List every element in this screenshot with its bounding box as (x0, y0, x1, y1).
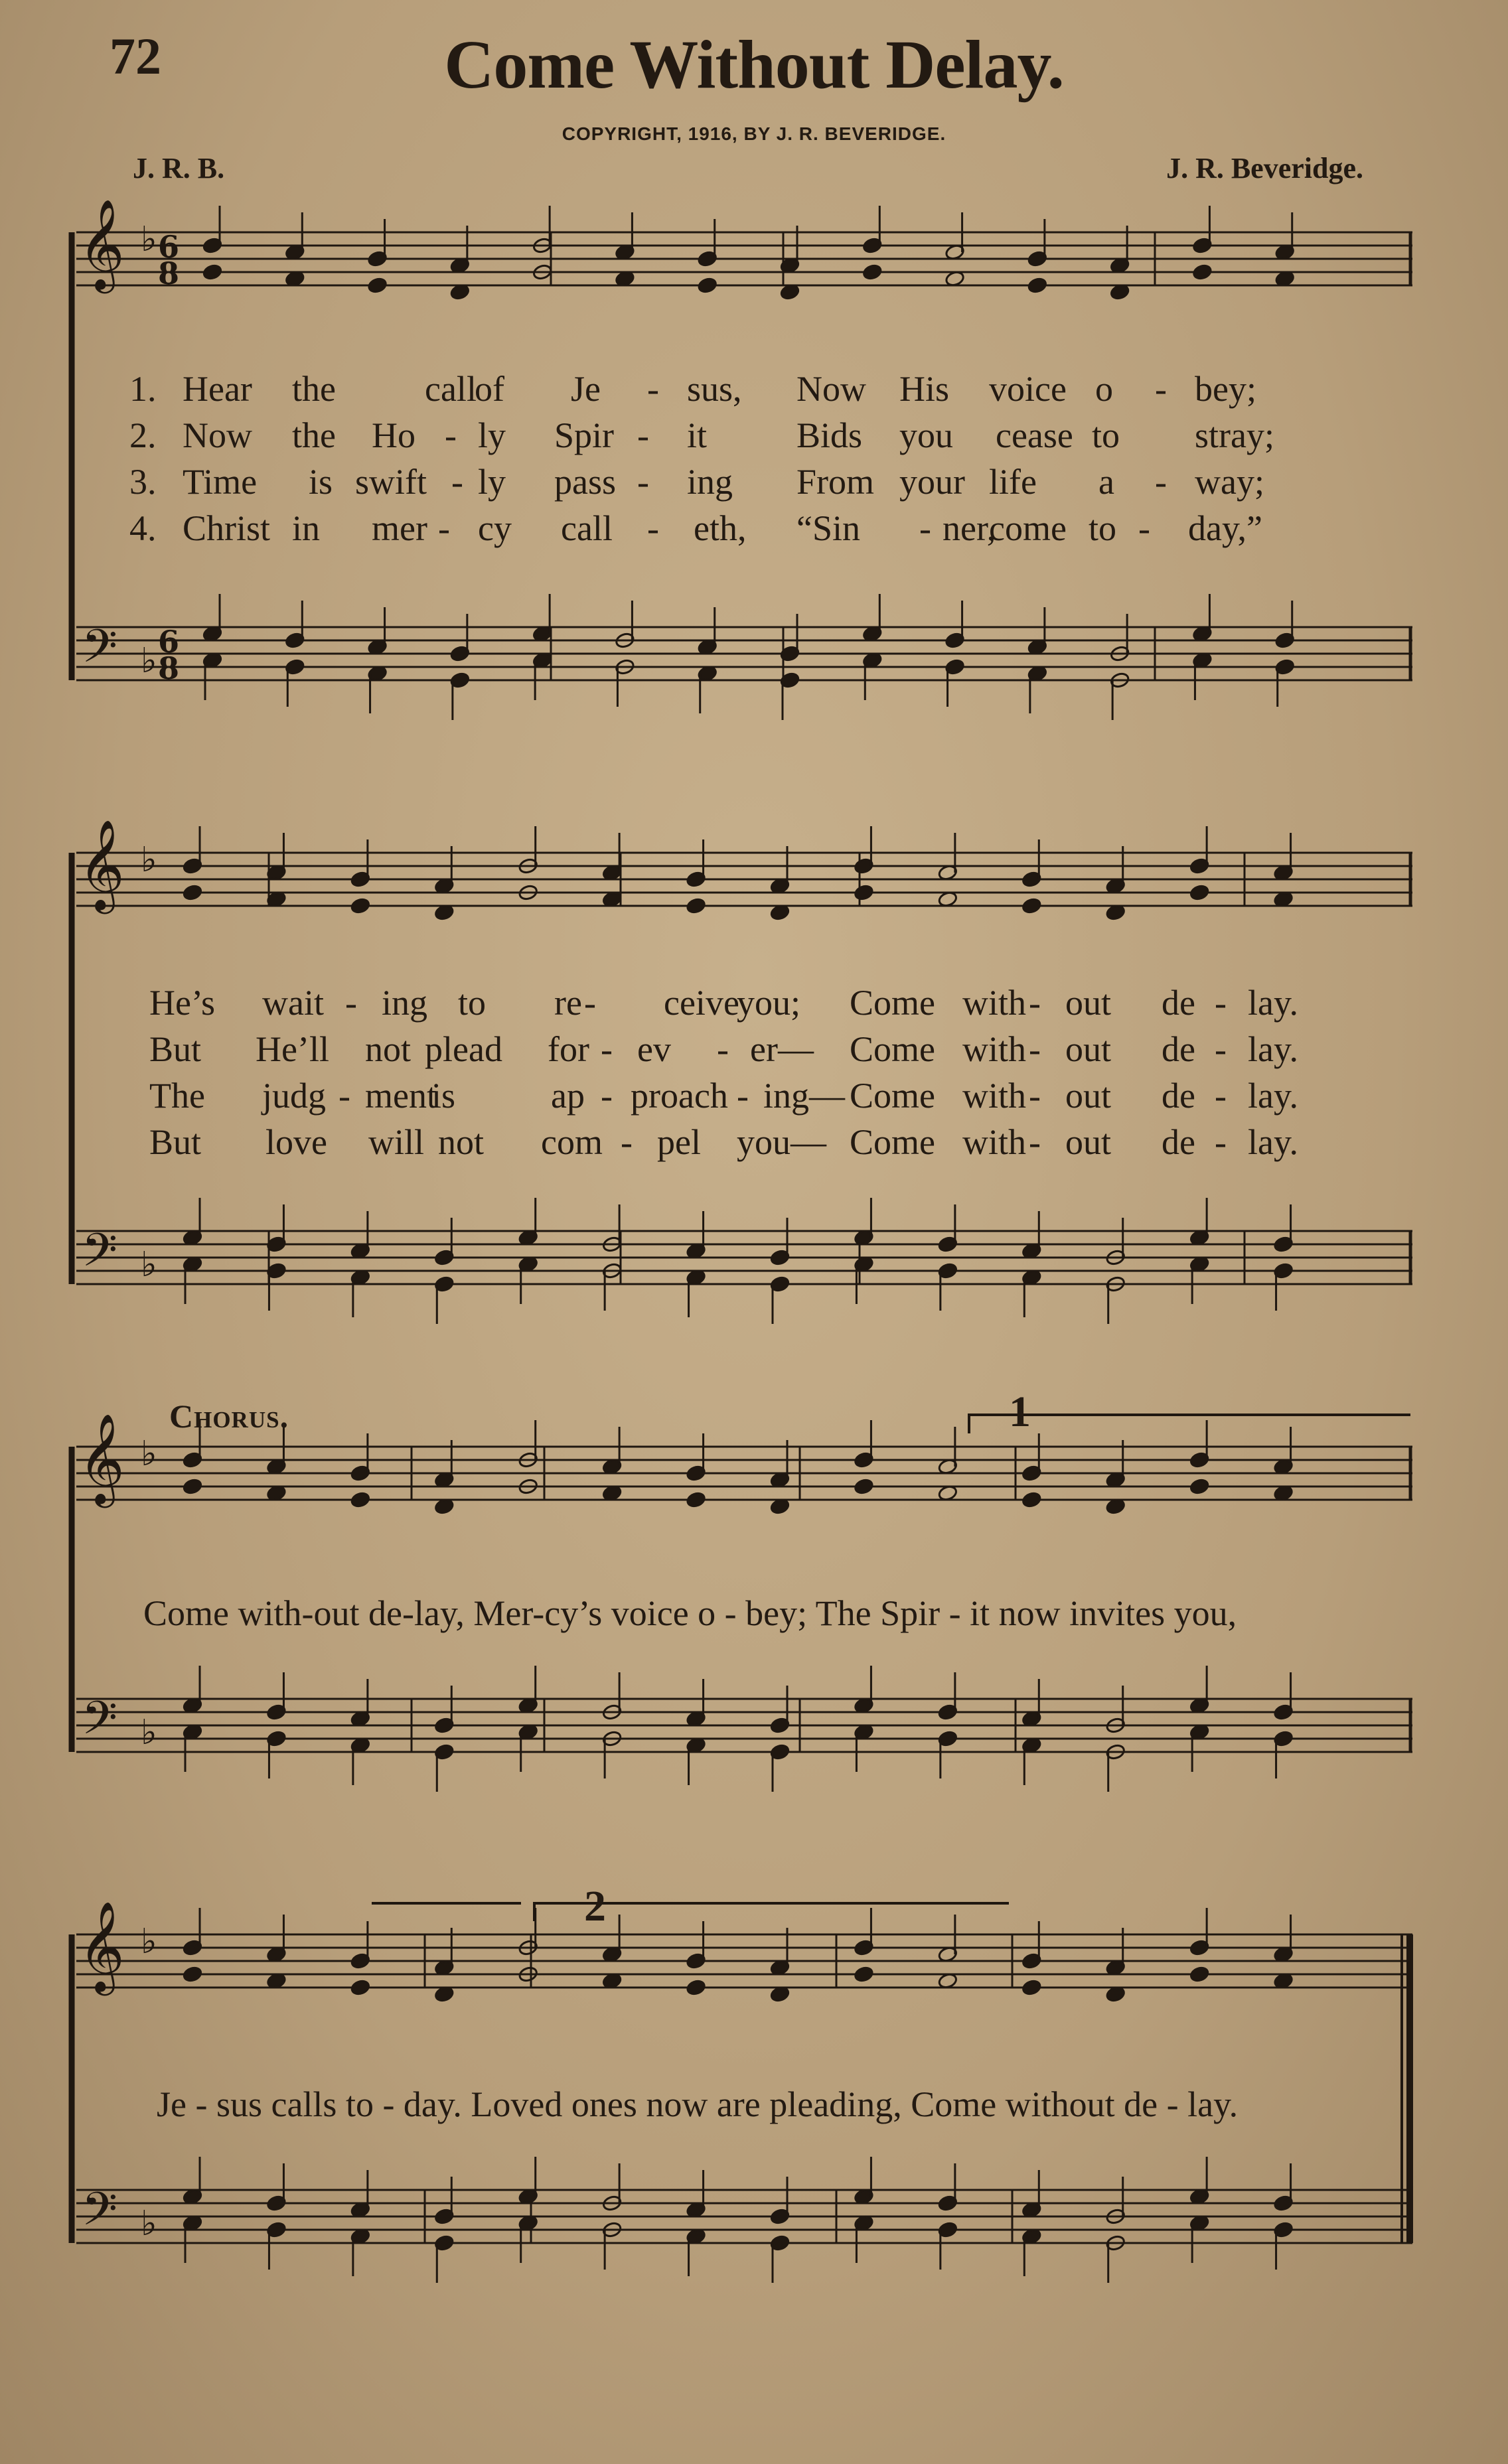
lyric-syllable: out (1065, 983, 1112, 1023)
lyric-syllable: Christ (183, 508, 271, 548)
lyric-syllable: day,” (1188, 508, 1262, 548)
lyric-syllable: not (438, 1122, 485, 1162)
flat-icon: ♭ (141, 1922, 157, 1962)
lyric-syllable: - (737, 1076, 749, 1116)
time-signature-top: 6 (158, 229, 180, 265)
note-head (1021, 1491, 1042, 1508)
lyric-syllable: mer (372, 508, 427, 548)
lyric-syllable: ev (637, 1029, 671, 1069)
lyric-syllable: eth, (694, 508, 747, 548)
note-head (202, 263, 223, 281)
lyric-syllable: ing (382, 983, 428, 1023)
lyric-syllable: with (962, 983, 1027, 1023)
lyric-syllable: - (339, 1076, 350, 1116)
lyric-syllable: in (292, 508, 321, 548)
lyric-syllable: call (561, 508, 613, 548)
lyric-syllable: out (1065, 1029, 1112, 1069)
lyric-syllable: a (1098, 462, 1114, 502)
note-head (183, 1966, 203, 1983)
lyric-syllable: He’s (149, 983, 215, 1023)
lyric-syllable: ner, (942, 508, 996, 548)
lyric-syllable: - (445, 415, 457, 455)
lyric-syllable: the (292, 369, 336, 409)
treble-clef-icon: 𝄞 (78, 1412, 125, 1504)
lyric-syllable: - (1029, 983, 1041, 1023)
bass-clef-icon: 𝄢 (82, 2182, 118, 2247)
note-head (1189, 884, 1210, 901)
lyric-syllable: the (292, 415, 336, 455)
treble-clef-icon: 𝄞 (78, 818, 125, 910)
lyric-syllable: de (1162, 983, 1195, 1023)
lyric-syllable: lay. (1248, 1076, 1298, 1116)
lyric-syllable: Come (850, 983, 935, 1023)
bass-clef-icon: 𝄢 (82, 619, 118, 684)
lyric-syllable: ly (478, 462, 506, 502)
lyric-syllable: ly (478, 415, 506, 455)
lyric-syllable: for (548, 1029, 589, 1069)
lyric-syllable: His (899, 369, 950, 409)
lyric-syllable: stray; (1195, 415, 1274, 455)
lyric-syllable: it (687, 415, 708, 455)
lyric-syllable: will (368, 1122, 425, 1162)
lyric-syllable: call (425, 369, 477, 409)
lyric-syllable: - (717, 1029, 729, 1069)
lyric-syllable: Time (183, 462, 258, 502)
lyric-syllable: - (601, 1029, 613, 1069)
page-number: 72 (110, 27, 161, 85)
lyric-syllable: your (899, 462, 965, 502)
lyric-syllable: ing— (763, 1076, 846, 1116)
lyric-syllable: is (309, 462, 333, 502)
lyric-syllable: - (438, 508, 450, 548)
lyric-syllable: Spir (554, 415, 615, 455)
lyric-syllable: de (1162, 1122, 1195, 1162)
chorus-label: Chorus. (169, 1398, 289, 1435)
lyric-syllable: ceive (664, 983, 739, 1023)
flat-icon: ♭ (141, 2204, 157, 2244)
lyric-syllable: Now (796, 369, 866, 409)
note-head (686, 897, 706, 914)
lyric-syllable: He’ll (256, 1029, 329, 1069)
lyric-syllable: pel (657, 1122, 701, 1162)
lyric-syllable: From (796, 462, 875, 502)
lyric-syllable: is (431, 1076, 456, 1116)
lyric-syllable: o (1095, 369, 1113, 409)
treble-clef-icon: 𝄞 (78, 198, 125, 289)
flat-icon: ♭ (141, 641, 157, 681)
lyric-syllable: de (1162, 1029, 1195, 1069)
lyric-syllable: with (962, 1122, 1027, 1162)
lyric-syllable: de (1162, 1076, 1195, 1116)
lyric-syllable: com (541, 1122, 603, 1162)
lyric-syllable: pass (554, 462, 616, 502)
lyric-syllable: - (1155, 369, 1167, 409)
lyric-syllable: you— (737, 1122, 826, 1162)
lyric-syllable: - (451, 462, 463, 502)
lyric-syllable: lay. (1248, 983, 1298, 1023)
lyric-syllable: But (149, 1122, 202, 1162)
lyric-syllable: - (601, 1076, 613, 1116)
music-credit: J. R. Beveridge. (1166, 152, 1363, 184)
lyric-syllable: - (1215, 983, 1227, 1023)
lyric-syllable: voice (989, 369, 1067, 409)
lyric-syllable: Ho (372, 415, 415, 455)
treble-clef-icon: 𝄞 (78, 1900, 125, 1992)
flat-icon: ♭ (141, 840, 157, 880)
lyric-syllable: not (365, 1029, 412, 1069)
lyric-syllable: lay. (1248, 1122, 1298, 1162)
lyric-syllable: Come (850, 1029, 935, 1069)
lyric-syllable: cease (996, 415, 1073, 455)
note-head (367, 277, 388, 294)
note-head (686, 1979, 706, 1996)
verse-number: 1. (129, 369, 157, 409)
lyric-syllable: re (554, 983, 582, 1023)
lyric-syllable: - (1029, 1076, 1041, 1116)
lyric-syllable: er— (750, 1029, 814, 1069)
first-ending-number: 1 (1009, 1388, 1031, 1436)
hymn-title: Come Without Delay. (444, 27, 1064, 103)
flat-icon: ♭ (141, 1713, 157, 1753)
lyric-syllable: - (1155, 462, 1167, 502)
verse-number: 3. (129, 462, 157, 502)
lyric-syllable: to (1092, 415, 1120, 455)
chorus-lyric-line-1: Come with-out de-lay, Mer-cy’s voice o - bey; The Spir - it now invites you, (143, 1593, 1237, 1633)
flat-icon: ♭ (141, 1245, 157, 1285)
lyric-syllable: ing (687, 462, 733, 502)
lyric-syllable: lay. (1248, 1029, 1298, 1069)
note-head (854, 1966, 874, 1983)
lyric-syllable: - (1029, 1029, 1041, 1069)
lyric-syllable: with (962, 1076, 1027, 1116)
lyric-syllable: Bids (796, 415, 863, 455)
note-head (350, 897, 371, 914)
first-ending-bracket (969, 1415, 1410, 1433)
note-head (1189, 1478, 1210, 1495)
lyric-syllable: - (1215, 1029, 1227, 1069)
chorus-lyric-line-2: Je - sus calls to - day. Loved ones now are pleading, Come without de - lay. (157, 2084, 1239, 2124)
note-head (183, 1478, 203, 1495)
lyric-syllable: - (345, 983, 357, 1023)
lyric-syllable: Come (850, 1122, 935, 1162)
lyric-syllable: - (1138, 508, 1150, 548)
lyric-syllable: Come (850, 1076, 935, 1116)
lyric-syllable: The (149, 1076, 205, 1116)
second-ending-number: 2 (584, 1882, 606, 1930)
lyric-syllable: out (1065, 1122, 1112, 1162)
lyric-syllable: - (1215, 1076, 1227, 1116)
lyric-syllable: way; (1195, 462, 1264, 502)
lyric-syllable: ap (551, 1076, 585, 1116)
note-head (854, 884, 874, 901)
lyric-syllable: out (1065, 1076, 1112, 1116)
note-head (1189, 1966, 1210, 1983)
lyric-syllable: love (265, 1122, 327, 1162)
verse-number: 4. (129, 508, 157, 548)
note-head (350, 1979, 371, 1996)
lyric-syllable: cy (478, 508, 512, 548)
lyric-syllable: Je (571, 369, 601, 409)
lyric-syllable: - (647, 508, 659, 548)
bass-clef-icon: 𝄢 (82, 1691, 118, 1756)
verse-number: 2. (129, 415, 157, 455)
lyric-syllable: you (899, 415, 953, 455)
lyric-syllable: - (637, 415, 649, 455)
note-head (1192, 263, 1213, 281)
lyric-syllable: to (1089, 508, 1117, 548)
words-credit: J. R. B. (133, 152, 225, 184)
lyric-syllable: you; (737, 983, 801, 1023)
lyric-syllable: proach (631, 1076, 728, 1116)
lyric-syllable: of (475, 369, 504, 409)
lyric-syllable: judg (262, 1076, 327, 1116)
lyric-syllable: Now (183, 415, 252, 455)
lyric-syllable: come (989, 508, 1067, 548)
lyric-syllable: - (1029, 1122, 1041, 1162)
lyric-syllable: Hear (183, 369, 252, 409)
lyric-syllable: sus, (687, 369, 742, 409)
lyric-syllable: ment (365, 1076, 437, 1116)
flat-icon: ♭ (141, 220, 157, 259)
lyric-syllable: plead (425, 1029, 502, 1069)
lyric-syllable: swift (355, 462, 427, 502)
lyric-syllable: with (962, 1029, 1027, 1069)
lyric-syllable: - (584, 983, 596, 1023)
lyric-syllable: to (458, 983, 487, 1023)
time-signature-top: 6 (158, 624, 180, 660)
lyric-syllable: bey; (1195, 369, 1256, 409)
lyric-syllable: But (149, 1029, 202, 1069)
lyric-syllable: - (637, 462, 649, 502)
lyric-syllable: - (919, 508, 931, 548)
flat-icon: ♭ (141, 1434, 157, 1474)
note-head (1027, 277, 1048, 294)
lyric-syllable: - (621, 1122, 633, 1162)
lyric-syllable: wait (262, 983, 324, 1023)
lyric-syllable: “Sin (796, 508, 861, 548)
lyric-syllable: life (989, 462, 1037, 502)
time-signature-bottom: 8 (158, 650, 180, 686)
note-head (862, 263, 883, 281)
time-signature-bottom: 8 (158, 255, 180, 291)
copyright-notice: COPYRIGHT, 1916, BY J. R. BEVERIDGE. (562, 123, 946, 144)
note-head (1021, 1979, 1042, 1996)
note-head (350, 1491, 371, 1508)
note-head (697, 277, 717, 294)
lyric-syllable: - (647, 369, 659, 409)
note-head (686, 1491, 706, 1508)
lyric-syllable: - (1215, 1122, 1227, 1162)
note-head (183, 884, 203, 901)
bass-clef-icon: 𝄢 (82, 1223, 118, 1288)
note-head (854, 1478, 874, 1495)
note-head (1021, 897, 1042, 914)
